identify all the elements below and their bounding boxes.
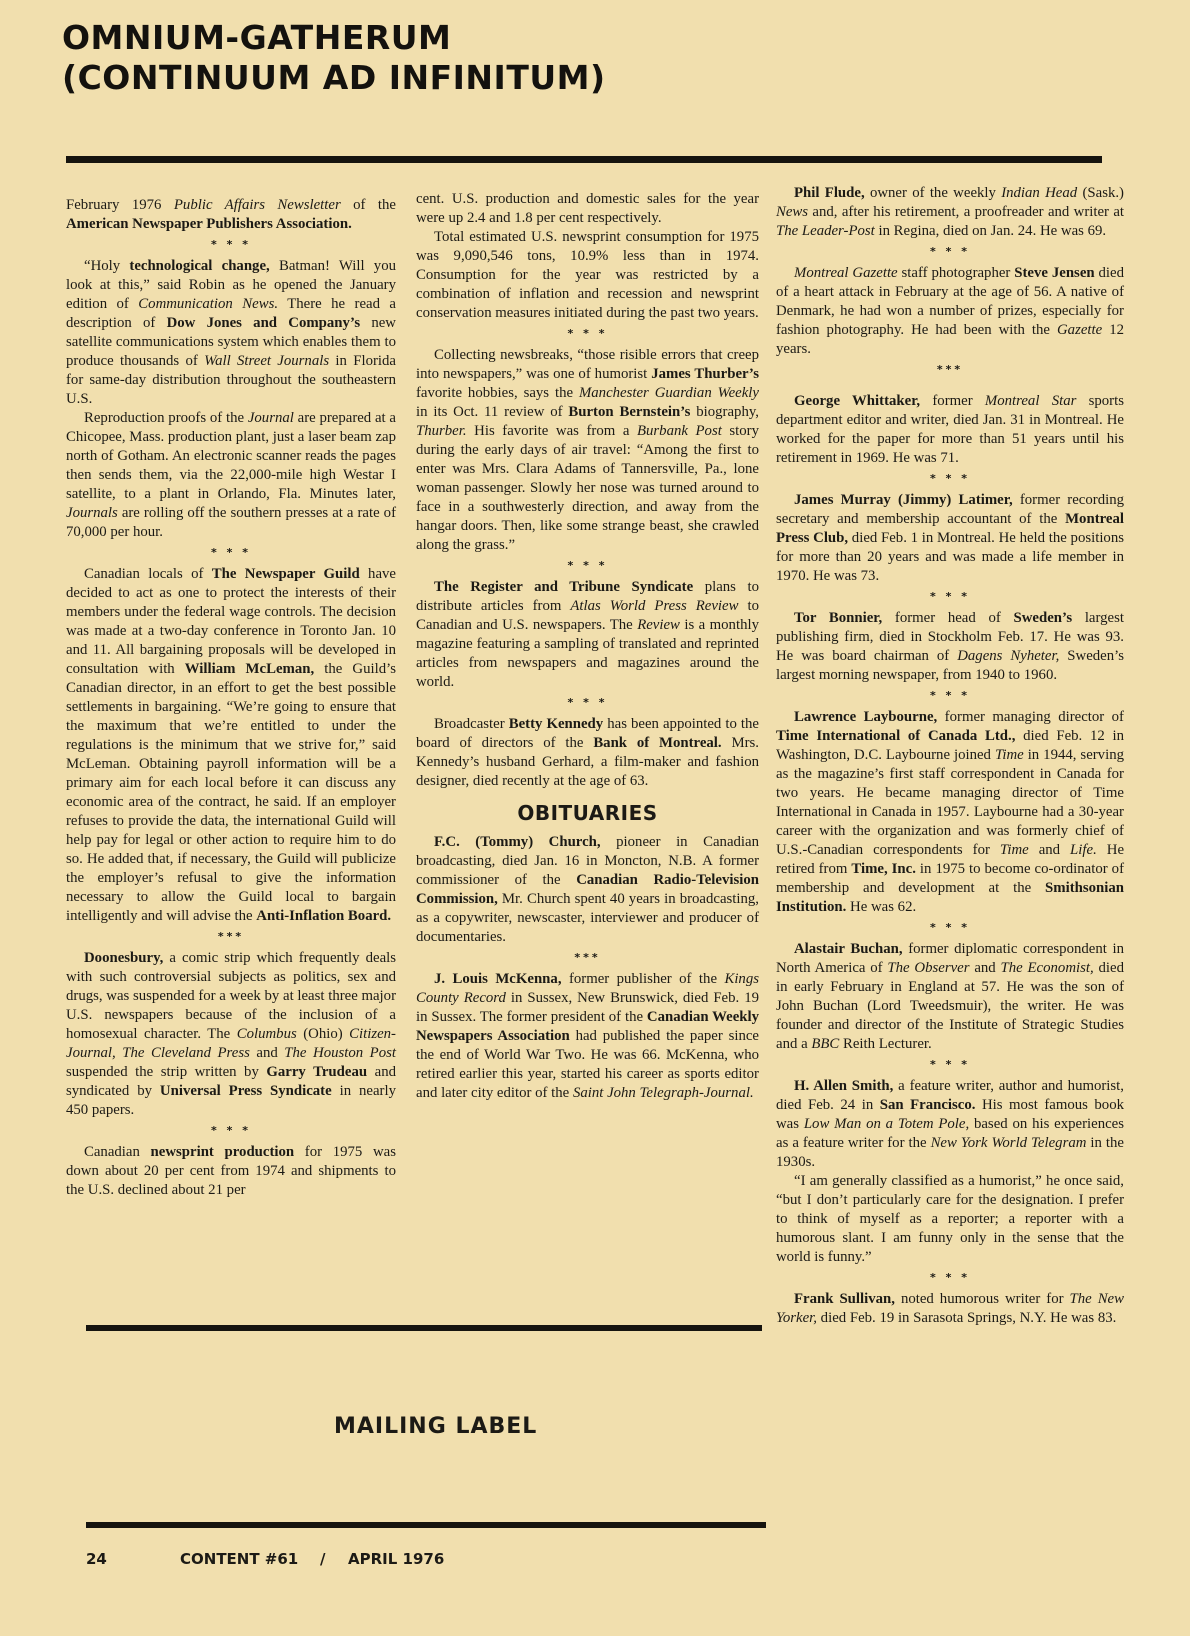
obituary-paragraph: H. Allen Smith, a feature writer, author and humorist, died Feb. 24 in San Francisco. His most famous book was Low Man on a Totem Pole, based on his experiences as a feature writer for the New York World Telegram in the 1930s. [776, 1078, 1124, 1170]
separator: * * * [930, 245, 970, 258]
article-paragraph: Total estimated U.S. newsprint consumption for 1975 was 9,090,546 tons, 10.9% less than in 1974. Consumption for the year was restricted by a combination of inflation and recession and newsprint conservation measures initiated during the past two years. [416, 229, 759, 321]
article-paragraph: cent. U.S. production and domestic sales for the year were up 2.4 and 1.8 per cent respectively. [416, 191, 759, 226]
mailing-label-top-rule [86, 1325, 762, 1331]
title-line-2: (CONTINUUM AD INFINITUM) [62, 58, 606, 97]
column-1 [66, 196, 396, 1200]
separator: *** [217, 930, 245, 943]
article-paragraph: Canadian newsprint production for 1975 was down about 20 per cent from 1974 and shipments to the U.S. declined about 21 per [66, 1144, 396, 1198]
obituary-paragraph: Lawrence Laybourne, former managing director of Time International of Canada Ltd., died Feb. 12 in Washington, D.C. Laybourne joined Time in 1944, serving as the magazine’s first staff correspondent in Canada for two years. He became managing director of Time International in Canada in 1957. Laybourne had a 30-year career with the organization and was formerly chief of U.S.-Canadian correspondents for Time and Life. He retired from Time, Inc. in 1975 to become co-ordinator of membership and development at the Smithsonian Institution. He was 62. [776, 709, 1125, 915]
separator: * * * [930, 921, 970, 934]
obituary-paragraph: J. Louis McKenna, former publisher of the Kings County Record in Sussex, New Brunswick, died Feb. 19 in Sussex. The former president of the Canadian Weekly Newspapers Association had published the paper since the end of World War Two. He was 66. McKenna, who retired earlier this year, started his career as sports editor and later city editor of the Saint John Telegraph-Journal. [416, 971, 760, 1101]
separator: * * * [567, 327, 608, 340]
obituary-paragraph: George Whittaker, former Montreal Star sports department editor and writer, died Jan. 31 in Montreal. He worked for the paper for more than 51 years until his retirement in 1969. He was 71. [776, 393, 1124, 466]
separator: * * * [211, 546, 251, 559]
obituary-paragraph: Phil Flude, owner of the weekly Indian Head (Sask.) News and, after his retirement, a proofreader and writer at The Leader-Post in Regina, died on Jan. 24. He was 69. [776, 185, 1124, 239]
article-paragraph: Doonesbury, a comic strip which frequently deals with such controversial subjects as politics, sex and drugs, was suspended for a week by at least three major U.S. newspapers because of the inclusion of a homosexual character. The Columbus (Ohio) Citizen-Journal, The Cleveland Press and The Houston Post suspended the strip written by Garry Trudeau and syndicated by Universal Press Syndicate in nearly 450 papers. [66, 950, 396, 1118]
mailing-label-heading: MAILING LABEL [334, 1414, 538, 1439]
separator: *** [574, 951, 601, 964]
column-2 [416, 190, 759, 1103]
obituary-paragraph: Frank Sullivan, noted humorous writer for The New Yorker, died Feb. 19 in Sarasota Springs, N.Y. He was 83. [776, 1291, 1124, 1326]
separator: * * * [930, 1058, 970, 1071]
page-title [62, 18, 782, 98]
mailing-label-bottom-rule [86, 1522, 766, 1528]
column-3 [776, 184, 1124, 1328]
article-paragraph: “Holy technological change, Batman! Will you look at this,” said Robin as he opened the January edition of Communication News. There he read a description of Dow Jones and Company’s new satellite communications system which enables them to produce thousands of Wall Street Journals in Florida for same-day distribution throughout the southeastern U.S. [66, 258, 396, 407]
obituary-paragraph: James Murray (Jimmy) Latimer, former recording secretary and membership accountant of the Montreal Press Club, died Feb. 1 in Montreal. He held the positions for more than 20 years and was made a life member in 1970. He was 73. [776, 492, 1124, 584]
obituary-paragraph: Tor Bonnier, former head of Sweden’s largest publishing firm, died in Stockholm Feb. 17. He was 93. He was board chairman of Dagens Nyheter, Sweden’s largest morning newspaper, from 1940 to 1960. [776, 610, 1125, 683]
article-paragraph: Canadian locals of The Newspaper Guild have decided to act as one to protect the interests of their members under the federal wage controls. The decision was made at a two-day conference in Toronto Jan. 10 and 11. All bargaining proposals will be developed in consultation with William McLeman, the Guild’s Canadian director, in an effort to get the best possible settlements in bargaining. “We’re going to ensure that the maximum that we’re entitled to under the regulations is the minimum that we strive for,” said McLeman. Obtaining payroll information will be a primary aim for each local before it can discuss any economic area of the contract, he said. If an employer refuses to provide the data, the international Guild will help pay for legal or other action to require him to do so. He added that, if necessary, the Guild will publicize the employer’s refusal to give the information necessary to allow the Guild local to bargain intelligently and will advise the Anti-Inflation Board. [66, 566, 396, 924]
obituary-paragraph: Montreal Gazette staff photographer Steve Jensen died of a heart attack in February at the age of 56. A native of Denmark, he had won a number of prizes, especially for fashion photography. He had been with the Gazette 12 years. [776, 265, 1125, 357]
top-rule [66, 156, 1102, 163]
article-paragraph: Broadcaster Betty Kennedy has been appointed to the board of directors of the Bank of Montreal. Mrs. Kennedy’s husband Gerhard, a film-maker and fashion designer, died recently at the age of 63. [416, 716, 759, 789]
article-paragraph: Reproduction proofs of the Journal are prepared at a Chicopee, Mass. production plant, just a laser beam zap north of Gotham. An electronic scanner reads the pages then sends them, via the 22,000-mile high Westar I satellite, to a plant in Orlando, Fla. Minutes later, Journals are rolling off the southern presses at a rate of 70,000 per hour. [66, 410, 396, 540]
obituary-paragraph: F.C. (Tommy) Church, pioneer in Canadian broadcasting, died Jan. 16 in Moncton, N.B. A former commissioner of the Canadian Radio-Television Commission, Mr. Church spent 40 years in broadcasting, as a copywriter, newscaster, interviewer and producer of documentaries. [416, 834, 759, 945]
separator: * * * [930, 590, 970, 603]
separator: * * * [211, 1124, 251, 1137]
footer-divider: / [320, 1550, 326, 1568]
article-paragraph: Collecting newsbreaks, “those risible errors that creep into newspapers,” was one of humorist James Thurber’s favorite hobbies, says the Manchester Guardian Weekly in its Oct. 11 review of Burton Bernstein’s biography, Thurber. His favorite was from a Burbank Post story during the early days of air travel: “Among the first to enter was Mrs. Clara Adams of Tannersville, Pa., lone woman passenger. Slowly her nose was turned around to face in a southwesterly direction, and away from the hangar doors. Then, like some strange beast, she crawled along the grass.” [416, 347, 760, 553]
separator: * * * [567, 559, 608, 572]
footer-page-number: 24 [86, 1550, 107, 1568]
obituary-paragraph: Alastair Buchan, former diplomatic correspondent in North America of The Observer and The Economist, died in early February in England at 57. He was the son of John Buchan (Lord Tweedsmuir), the writer. He was founder and director of the Institute of Strategic Studies and a BBC Reith Lecturer. [776, 941, 1124, 1052]
obituary-paragraph: “I am generally classified as a humorist,” he once said, “but I don’t particularly care for the designation. I prefer to think of myself as a reporter; a reporter with a humorous slant. I am funny only in the sense that the world is funny.” [776, 1173, 1124, 1265]
article-intro: February 1976 Public Affairs Newsletter of the American Newspaper Publishers Association. [66, 197, 396, 232]
separator: * * * [930, 472, 970, 485]
separator: *** [936, 363, 964, 376]
separator: * * * [930, 689, 970, 702]
article-paragraph: The Register and Tribune Syndicate plans to distribute articles from Atlas World Press Review to Canadian and U.S. newspapers. The Review is a monthly magazine featuring a sampling of translated and reprinted articles from newspapers and magazines around the world. [416, 579, 759, 690]
separator: * * * [930, 1271, 970, 1284]
obituaries-heading: OBITUARIES [517, 801, 658, 825]
footer-date: APRIL 1976 [348, 1550, 445, 1568]
separator: * * * [567, 696, 608, 709]
separator: * * * [211, 238, 251, 251]
footer-publication: CONTENT #61 [180, 1550, 299, 1568]
title-line-1: OMNIUM-GATHERUM [62, 18, 452, 57]
